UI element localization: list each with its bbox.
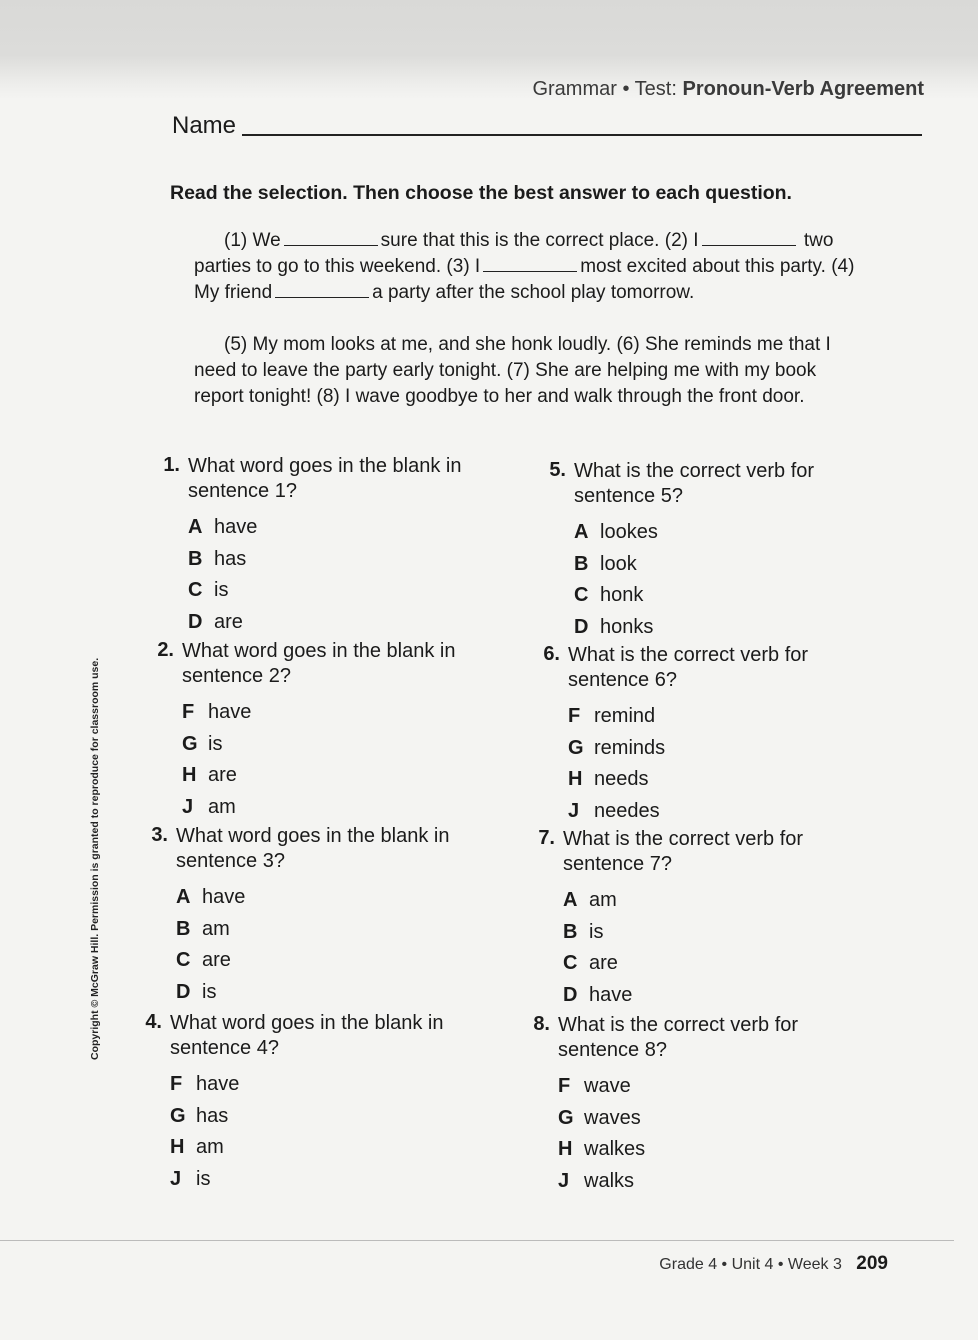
name-line[interactable] bbox=[242, 134, 922, 136]
question-number: 3. bbox=[151, 824, 168, 846]
choice-letter: J bbox=[182, 795, 194, 818]
choice-letter: D bbox=[176, 980, 191, 1003]
answer-choice-a[interactable] bbox=[574, 517, 878, 549]
sentence-3-end: most excited about this party. (4) My friend bbox=[194, 256, 855, 303]
answer-choice-a[interactable] bbox=[176, 882, 480, 914]
answer-choice-h[interactable] bbox=[558, 1134, 862, 1166]
instructions: Read the selection. Then choose the best answer to each question. bbox=[170, 182, 792, 204]
choice-text: am bbox=[202, 917, 230, 940]
header-subject: Grammar bbox=[532, 78, 617, 100]
question-text: What is the correct verb for sentence 7? bbox=[563, 828, 804, 875]
answer-choices bbox=[574, 517, 878, 643]
question-row bbox=[140, 824, 480, 874]
answer-choice-c[interactable] bbox=[574, 580, 878, 612]
footer-grade-info: Grade 4 • Unit 4 • Week 3 bbox=[659, 1256, 842, 1273]
choice-text: has bbox=[196, 1104, 229, 1127]
question-number: 1. bbox=[163, 454, 180, 476]
sentence-2-end: two parties to go to this weekend. (3) I bbox=[194, 230, 834, 277]
question-number: 2. bbox=[157, 639, 174, 661]
choice-letter: A bbox=[574, 521, 589, 543]
choice-text: walkes bbox=[584, 1138, 646, 1160]
name-row bbox=[172, 112, 922, 142]
passage-paragraph-1 bbox=[194, 228, 866, 306]
header-test-label: Test: bbox=[634, 78, 677, 100]
choice-letter: B bbox=[563, 920, 578, 943]
answer-choice-h[interactable] bbox=[182, 760, 486, 792]
answer-choice-f[interactable] bbox=[182, 697, 486, 729]
question-row bbox=[522, 1013, 862, 1063]
choice-letter: D bbox=[574, 615, 589, 638]
header-separator: • bbox=[622, 78, 630, 100]
choice-text: honks bbox=[600, 615, 654, 638]
choice-letter: B bbox=[574, 552, 589, 575]
answer-choice-f[interactable] bbox=[170, 1069, 474, 1101]
name-label: Name bbox=[172, 112, 237, 139]
answer-choices bbox=[182, 697, 486, 823]
choice-text: is bbox=[208, 732, 223, 755]
answer-choices bbox=[188, 512, 492, 638]
choice-letter: C bbox=[563, 952, 578, 974]
question-row bbox=[527, 827, 867, 877]
question-7 bbox=[527, 827, 867, 1011]
choice-text: lookes bbox=[600, 521, 658, 543]
choice-letter: H bbox=[170, 1136, 185, 1158]
sentence-1-start: (1) We bbox=[224, 230, 281, 251]
choice-text: am bbox=[589, 889, 617, 911]
answer-choices bbox=[170, 1069, 474, 1195]
choice-letter: C bbox=[176, 949, 191, 971]
choice-letter: D bbox=[188, 610, 203, 633]
choice-text: is bbox=[214, 579, 229, 601]
question-text: What is the correct verb for sentence 5? bbox=[574, 460, 815, 507]
footer bbox=[659, 1253, 888, 1275]
answer-choice-g[interactable] bbox=[568, 733, 872, 765]
answer-choices bbox=[563, 885, 867, 1011]
choice-text: have bbox=[589, 983, 633, 1006]
question-4 bbox=[134, 1011, 474, 1195]
choice-letter: H bbox=[182, 764, 197, 786]
choice-text: have bbox=[208, 701, 252, 723]
choice-letter: H bbox=[558, 1138, 573, 1160]
question-text: What word goes in the blank in sentence 3? bbox=[176, 825, 450, 872]
question-5 bbox=[538, 459, 878, 643]
sentence-4-end: a party after the school play tomorrow. bbox=[372, 282, 695, 303]
answer-choice-c[interactable] bbox=[176, 945, 480, 977]
choice-letter: B bbox=[188, 547, 203, 570]
question-row bbox=[134, 1011, 474, 1061]
answer-choice-g[interactable] bbox=[170, 1101, 474, 1133]
answer-choice-j[interactable] bbox=[558, 1166, 862, 1198]
question-text: What word goes in the blank in sentence 2? bbox=[182, 640, 456, 687]
paragraph-2-text: (5) My mom looks at me, and she honk loudly. (6) She reminds me that I need to leave the party early tonight. (7) She are helping me with my book report tonight! (8) I wave goodbye to her and walk through the front door. bbox=[194, 334, 831, 407]
choice-letter: A bbox=[176, 886, 191, 908]
header-test-title: Pronoun-Verb Agreement bbox=[682, 78, 924, 100]
choice-text: has bbox=[214, 547, 247, 570]
choice-letter: G bbox=[558, 1106, 574, 1129]
choice-letter: G bbox=[568, 736, 584, 759]
choice-text: needes bbox=[594, 799, 660, 822]
answer-choice-j[interactable] bbox=[170, 1164, 474, 1196]
question-text: What is the correct verb for sentence 6? bbox=[568, 644, 809, 691]
question-6 bbox=[532, 643, 872, 827]
choice-letter: F bbox=[182, 701, 195, 723]
question-text: What word goes in the blank in sentence 4? bbox=[170, 1012, 444, 1059]
choice-letter: J bbox=[170, 1167, 182, 1190]
question-number: 7. bbox=[538, 827, 555, 849]
question-row bbox=[538, 459, 878, 509]
answer-choice-h[interactable] bbox=[568, 764, 872, 796]
choice-letter: A bbox=[188, 516, 203, 538]
copyright-notice: Copyright © McGraw Hill. Permission is granted to reproduce for classroom use. bbox=[89, 657, 101, 1060]
question-2 bbox=[146, 639, 486, 823]
choice-text: are bbox=[202, 949, 231, 971]
question-row bbox=[146, 639, 486, 689]
blank-3 bbox=[483, 255, 577, 272]
answer-choice-b[interactable] bbox=[188, 544, 492, 576]
question-row bbox=[152, 454, 492, 504]
choice-text: wave bbox=[584, 1075, 631, 1097]
answer-choice-b[interactable] bbox=[574, 549, 878, 581]
answer-choice-b[interactable] bbox=[176, 914, 480, 946]
answer-choice-d[interactable] bbox=[176, 977, 480, 1009]
question-8 bbox=[522, 1013, 862, 1197]
choice-letter: D bbox=[563, 983, 578, 1006]
answer-choices bbox=[558, 1071, 862, 1197]
choice-letter: J bbox=[568, 799, 580, 822]
answer-choice-j[interactable] bbox=[568, 796, 872, 828]
header-title bbox=[532, 78, 924, 101]
choice-text: is bbox=[202, 980, 217, 1003]
answer-choice-d[interactable] bbox=[563, 980, 867, 1012]
answer-choice-c[interactable] bbox=[563, 948, 867, 980]
choice-letter: F bbox=[170, 1073, 183, 1095]
answer-choice-f[interactable] bbox=[568, 701, 872, 733]
choice-letter: J bbox=[558, 1169, 570, 1192]
choice-letter: C bbox=[188, 579, 203, 601]
choice-text: reminds bbox=[594, 736, 666, 759]
question-text: What word goes in the blank in sentence 1? bbox=[188, 455, 462, 502]
answer-choice-a[interactable] bbox=[563, 885, 867, 917]
answer-choice-a[interactable] bbox=[188, 512, 492, 544]
footer-divider bbox=[0, 1240, 954, 1241]
question-row bbox=[532, 643, 872, 693]
choice-text: needs bbox=[594, 768, 649, 790]
answer-choice-j[interactable] bbox=[182, 792, 486, 824]
choice-text: have bbox=[214, 516, 258, 538]
choice-text: look bbox=[600, 552, 637, 575]
choice-text: are bbox=[589, 952, 618, 974]
choice-text: walks bbox=[584, 1169, 635, 1192]
choice-text: honk bbox=[600, 584, 644, 606]
blank-4 bbox=[275, 281, 369, 298]
choice-text: have bbox=[196, 1073, 240, 1095]
question-number: 5. bbox=[549, 459, 566, 481]
question-text: What is the correct verb for sentence 8? bbox=[558, 1014, 799, 1061]
answer-choice-c[interactable] bbox=[188, 575, 492, 607]
sentence-1-end: sure that this is the correct place. (2) I bbox=[380, 230, 699, 251]
choice-text: am bbox=[196, 1136, 224, 1158]
question-number: 4. bbox=[145, 1011, 162, 1033]
answer-choices bbox=[176, 882, 480, 1008]
blank-1 bbox=[284, 229, 378, 246]
question-number: 6. bbox=[543, 643, 560, 665]
choice-text: have bbox=[202, 886, 246, 908]
choice-text: waves bbox=[584, 1106, 641, 1129]
choice-letter: C bbox=[574, 584, 589, 606]
choice-text: remind bbox=[594, 705, 656, 727]
answer-choice-d[interactable] bbox=[188, 607, 492, 639]
question-3 bbox=[140, 824, 480, 1008]
choice-text: is bbox=[589, 920, 604, 943]
choice-letter: G bbox=[170, 1104, 186, 1127]
choice-text: are bbox=[208, 764, 237, 786]
choice-text: is bbox=[196, 1167, 211, 1190]
passage-paragraph-2 bbox=[194, 332, 866, 410]
choice-text: am bbox=[208, 795, 236, 818]
page-number: 209 bbox=[856, 1253, 888, 1274]
answer-choice-f[interactable] bbox=[558, 1071, 862, 1103]
answer-choice-d[interactable] bbox=[574, 612, 878, 644]
answer-choice-h[interactable] bbox=[170, 1132, 474, 1164]
choice-letter: F bbox=[558, 1075, 571, 1097]
answer-choice-b[interactable] bbox=[563, 917, 867, 949]
choice-letter: B bbox=[176, 917, 191, 940]
question-number: 8. bbox=[533, 1013, 550, 1035]
choice-letter: A bbox=[563, 889, 578, 911]
choice-text: are bbox=[214, 610, 243, 633]
choice-letter: H bbox=[568, 768, 583, 790]
answer-choices bbox=[568, 701, 872, 827]
choice-letter: F bbox=[568, 705, 581, 727]
answer-choice-g[interactable] bbox=[558, 1103, 862, 1135]
question-1 bbox=[152, 454, 492, 638]
choice-letter: G bbox=[182, 732, 198, 755]
answer-choice-g[interactable] bbox=[182, 729, 486, 761]
blank-2 bbox=[702, 229, 796, 246]
